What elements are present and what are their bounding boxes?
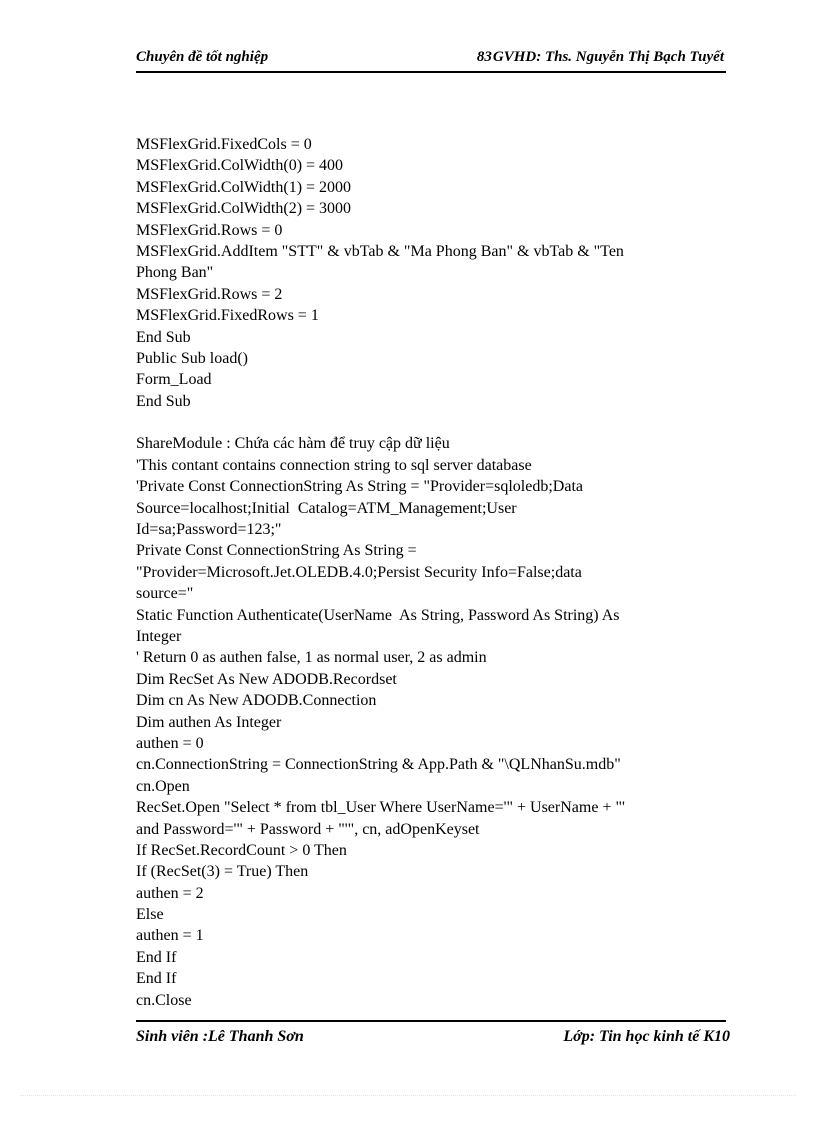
code-line: End If [136, 970, 177, 988]
footer-student: Sinh viên :Lê Thanh Sơn [136, 1028, 304, 1045]
code-line: MSFlexGrid.ColWidth(0) = 400 [136, 157, 344, 175]
code-line: Form_Load [136, 371, 212, 389]
code-line: cn.ConnectionString = ConnectionString & App.Path & "\QLNhanSu.mdb" [136, 756, 621, 774]
code-line: Source=localhost;Initial Catalog=ATM_Management;User [136, 499, 517, 517]
code-line: and Password='" + Password + "'", cn, adOpenKeyset [136, 820, 480, 838]
code-line: 'Private Const ConnectionString As String = "Provider=sqloledb;Data [136, 478, 583, 496]
footer-class: Lớp: Tin học kinh tế K10 [563, 1028, 730, 1045]
code-line: Static Function Authenticate(UserName As String, Password As String) As [136, 606, 620, 624]
code-line: MSFlexGrid.ColWidth(2) = 3000 [136, 200, 352, 218]
code-line: End Sub [136, 328, 191, 346]
paragraph-gap [136, 412, 730, 433]
page-edge-divider [20, 1095, 796, 1096]
code-line: MSFlexGrid.Rows = 2 [136, 285, 283, 303]
code-line: End If [136, 948, 177, 966]
code-line: authen = 2 [136, 884, 204, 902]
code-line: cn.Open [136, 777, 190, 795]
code-line: authen = 0 [136, 734, 204, 752]
code-line: Phong Ban" [136, 264, 214, 282]
code-line: MSFlexGrid.ColWidth(1) = 2000 [136, 178, 352, 196]
code-line: MSFlexGrid.AddItem "STT" & vbTab & "Ma Phong Ban" & vbTab & "Ten [136, 242, 624, 260]
code-line: If RecSet.RecordCount > 0 Then [136, 841, 347, 859]
code-line: cn.Close [136, 991, 192, 1009]
document-body [136, 134, 730, 1011]
code-block-share-module [136, 433, 730, 1011]
page-number: 83 [476, 49, 492, 65]
header-supervisor [477, 49, 724, 66]
page-footer [136, 1020, 730, 1050]
code-line: End Sub [136, 392, 191, 410]
code-line: Private Const ConnectionString As String = [136, 542, 417, 560]
code-line: Id=sa;Password=123;" [136, 521, 282, 539]
supervisor-name: GVHD: Ths. Nguyễn Thị Bạch Tuyết [492, 49, 724, 65]
page-header [136, 47, 726, 73]
code-line: "Provider=Microsoft.Jet.OLEDB.4.0;Persist Security Info=False;data [136, 563, 582, 581]
code-line: 'This contant contains connection string to sql server database [136, 456, 532, 474]
code-line: MSFlexGrid.Rows = 0 [136, 221, 283, 239]
code-line: RecSet.Open "Select * from tbl_User Where UserName='" + UserName + "' [136, 799, 625, 817]
code-line: Public Sub load() [136, 349, 248, 367]
code-line: Dim RecSet As New ADODB.Recordset [136, 670, 397, 688]
code-line: Else [136, 906, 164, 924]
code-line: Integer [136, 627, 182, 645]
code-line: MSFlexGrid.FixedCols = 0 [136, 136, 312, 153]
code-line: authen = 1 [136, 927, 204, 945]
code-block-form [136, 134, 730, 412]
code-line: Dim authen As Integer [136, 713, 282, 731]
code-line: ' Return 0 as authen false, 1 as normal user, 2 as admin [136, 649, 487, 667]
code-line: Dim cn As New ADODB.Connection [136, 692, 377, 710]
code-line: MSFlexGrid.FixedRows = 1 [136, 307, 319, 325]
code-line: ShareModule : Chứa các hàm để truy cập dữ liệu [136, 435, 450, 453]
code-line: If (RecSet(3) = True) Then [136, 863, 309, 881]
code-line: source=" [136, 585, 194, 603]
header-title: Chuyên đề tốt nghiệp [136, 49, 269, 65]
